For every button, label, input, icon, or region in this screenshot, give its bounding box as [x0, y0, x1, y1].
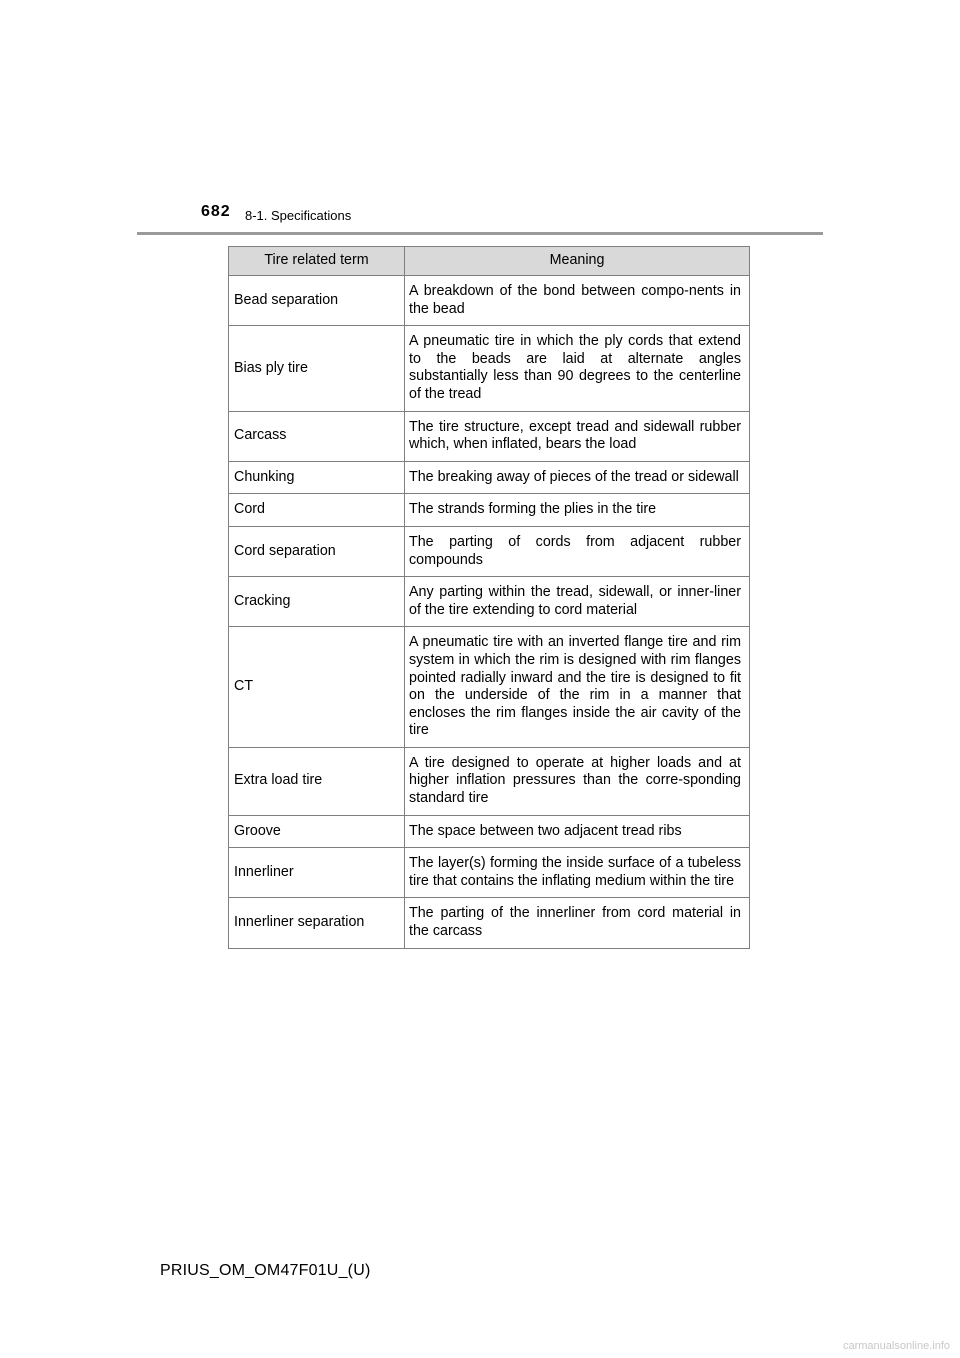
table-row	[229, 848, 750, 898]
document-code: PRIUS_OM_OM47F01U_(U)	[160, 1262, 371, 1279]
table-row	[229, 526, 750, 576]
meaning-cell: The space between two adjacent tread ribs	[405, 815, 750, 848]
term-cell: Bead separation	[229, 276, 405, 326]
term-cell: Chunking	[229, 461, 405, 494]
term-cell: Innerliner	[229, 848, 405, 898]
meaning-cell: The tire structure, except tread and sidewall rubber which, when inflated, bears the load	[405, 411, 750, 461]
table-row	[229, 577, 750, 627]
meaning-cell: The parting of cords from adjacent rubber compounds	[405, 526, 750, 576]
term-cell: Groove	[229, 815, 405, 848]
term-cell: Cracking	[229, 577, 405, 627]
page-number: 682	[201, 203, 231, 220]
term-cell: Cord	[229, 494, 405, 527]
table-row	[229, 815, 750, 848]
table-row	[229, 461, 750, 494]
term-cell: Cord separation	[229, 526, 405, 576]
watermark[interactable]: carmanualsonline.info	[842, 1340, 950, 1352]
table-header-row	[229, 247, 750, 276]
column-header-term: Tire related term	[229, 247, 405, 276]
meaning-cell: The layer(s) forming the inside surface of a tubeless tire that contains the inflating medium within the tire	[405, 848, 750, 898]
meaning-cell: A breakdown of the bond between compo-nents in the bead	[405, 276, 750, 326]
term-cell: Extra load tire	[229, 747, 405, 815]
table-row	[229, 276, 750, 326]
term-cell: CT	[229, 627, 405, 748]
meaning-cell: A pneumatic tire with an inverted flange tire and rim system in which the rim is designed with rim flanges pointed radially inward and the tire is designed to fit on the underside of the rim in a manner that encloses the rim flanges inside the air cavity of the tire	[405, 627, 750, 748]
meaning-cell: Any parting within the tread, sidewall, or inner-liner of the tire extending to cord material	[405, 577, 750, 627]
section-title: 8-1. Specifications	[245, 208, 352, 223]
meaning-cell: The breaking away of pieces of the tread or sidewall	[405, 461, 750, 494]
header-divider	[137, 232, 823, 235]
term-cell: Carcass	[229, 411, 405, 461]
table-row	[229, 747, 750, 815]
term-cell: Bias ply tire	[229, 326, 405, 411]
table-row	[229, 411, 750, 461]
table-row	[229, 326, 750, 411]
table-row	[229, 898, 750, 948]
table-row	[229, 627, 750, 748]
meaning-cell: A tire designed to operate at higher loads and at higher inflation pressures than the corre-sponding standard tire	[405, 747, 750, 815]
tire-terms-table	[228, 246, 750, 949]
meaning-cell: The strands forming the plies in the tire	[405, 494, 750, 527]
meaning-cell: A pneumatic tire in which the ply cords that extend to the beads are laid at alternate angles substantially less than 90 degrees to the centerline of the tread	[405, 326, 750, 411]
column-header-meaning: Meaning	[405, 247, 750, 276]
table-row	[229, 494, 750, 527]
meaning-cell: The parting of the innerliner from cord material in the carcass	[405, 898, 750, 948]
term-cell: Innerliner separation	[229, 898, 405, 948]
